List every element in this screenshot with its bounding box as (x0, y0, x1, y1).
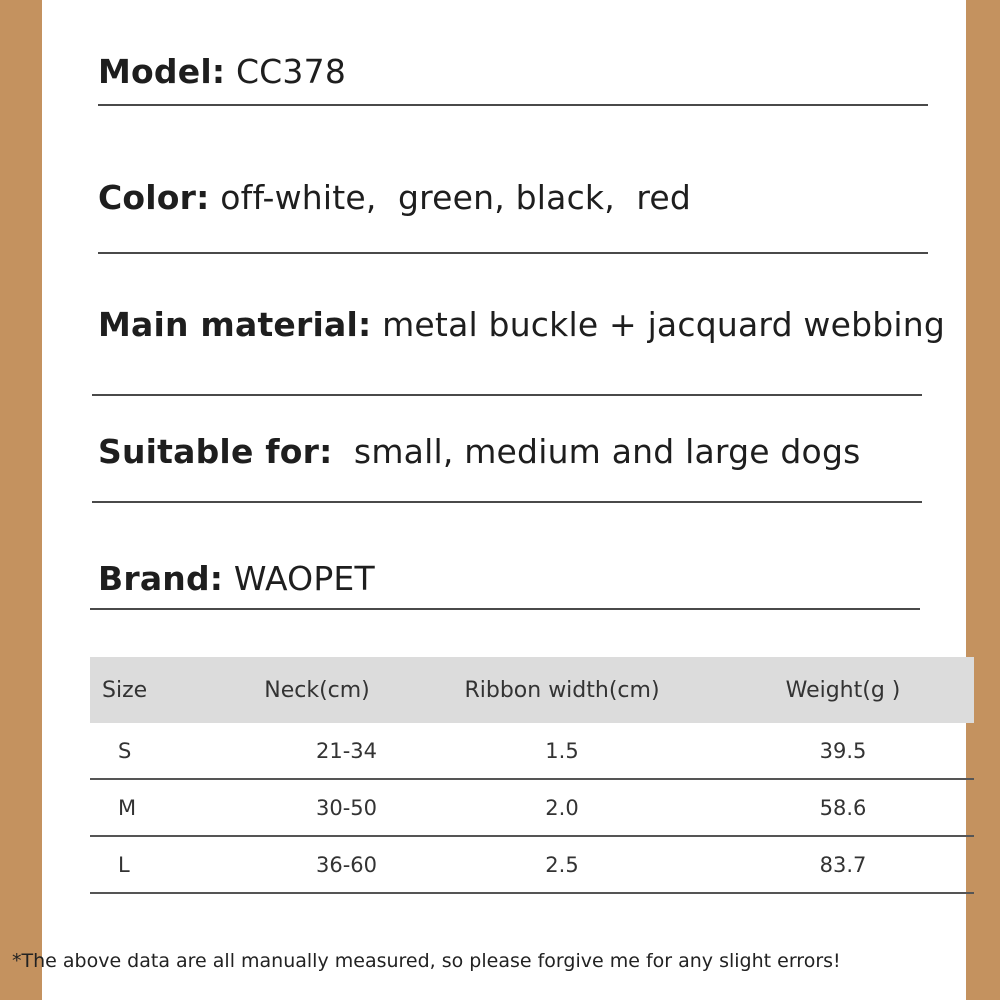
divider (90, 608, 920, 610)
header-weight: Weight(g ) (712, 657, 974, 723)
header-size: Size (90, 657, 222, 723)
cell-neck: 21-34 (222, 723, 412, 779)
cell-ribbon-width: 2.0 (412, 779, 712, 836)
cell-neck: 36-60 (222, 836, 412, 893)
cell-weight: 83.7 (712, 836, 974, 893)
spec-suitable-value: small, medium and large dogs (343, 432, 861, 471)
spec-material-value: metal buckle + jacquard webbing (382, 305, 946, 344)
spec-brand (98, 559, 375, 598)
spec-suitable (98, 432, 861, 471)
cell-ribbon-width: 1.5 (412, 723, 712, 779)
spec-color (98, 178, 691, 217)
spec-sheet-panel (42, 0, 966, 1000)
spec-color-value: off-white, green, black, red (220, 178, 692, 217)
header-ribbon-width: Ribbon width(cm) (412, 657, 712, 723)
table-row (90, 836, 974, 893)
spec-model-label: Model: (98, 52, 226, 91)
measurement-disclaimer: *The above data are all manually measured, so please forgive me for any slight errors! (12, 950, 841, 972)
size-table-header (90, 657, 974, 723)
cell-ribbon-width: 2.5 (412, 836, 712, 893)
divider (92, 394, 922, 396)
cell-neck: 30-50 (222, 779, 412, 836)
cell-size: S (90, 723, 222, 779)
size-table (90, 657, 974, 894)
spec-brand-label: Brand: (98, 559, 224, 598)
divider (92, 501, 922, 503)
cell-size: M (90, 779, 222, 836)
spec-material-label: Main material: (98, 305, 372, 344)
header-neck: Neck(cm) (222, 657, 412, 723)
divider (98, 104, 928, 106)
spec-model-value: CC378 (235, 52, 347, 91)
spec-suitable-label: Suitable for: (98, 432, 333, 471)
spec-material (98, 305, 945, 344)
table-row (90, 723, 974, 779)
table-row (90, 779, 974, 836)
divider (98, 252, 928, 254)
spec-color-label: Color: (98, 178, 210, 217)
spec-brand-value: WAOPET (233, 559, 375, 598)
cell-weight: 39.5 (712, 723, 974, 779)
cell-weight: 58.6 (712, 779, 974, 836)
cell-size: L (90, 836, 222, 893)
spec-model (98, 52, 346, 91)
